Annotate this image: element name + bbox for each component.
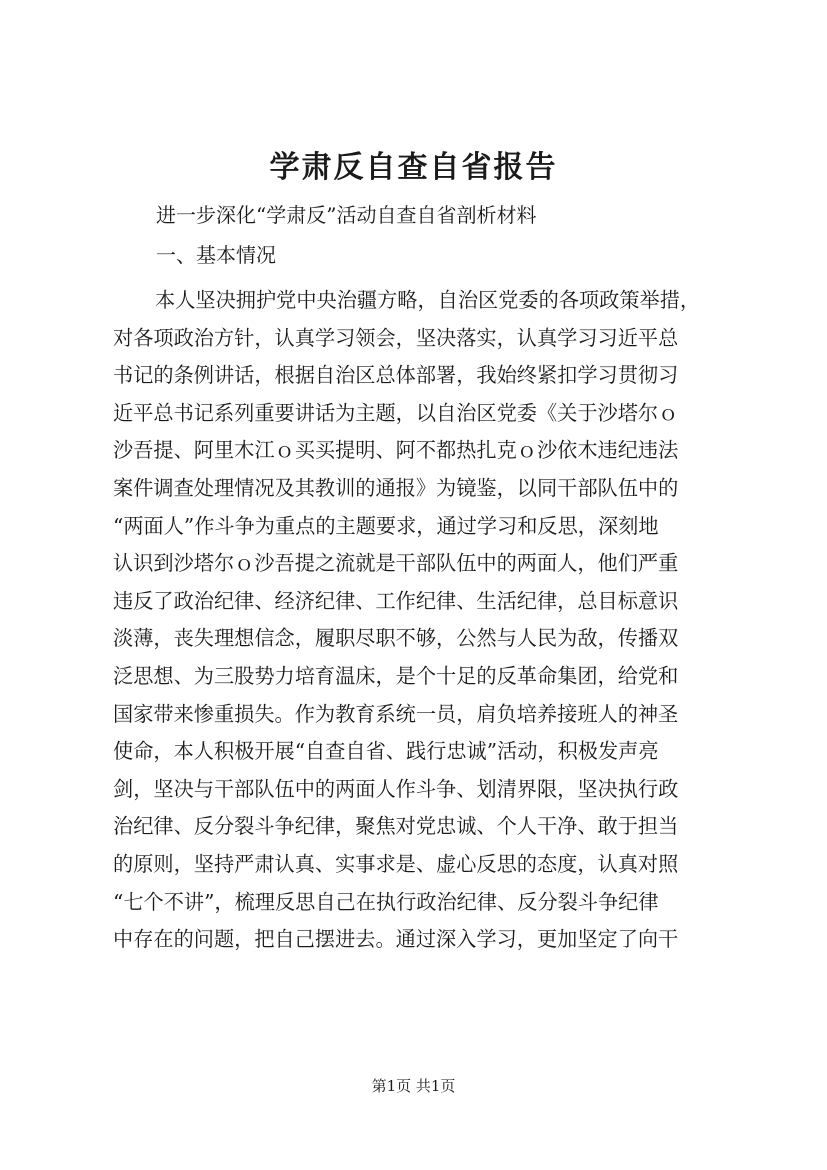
- body-line: 案件调查处理情况及其教训的通报》为镜鉴，以同干部队伍中的: [113, 475, 679, 500]
- body-line: 近平总书记系列重要讲话为主题，以自治区党委《关于沙塔尔ｏ: [113, 400, 679, 425]
- body-line: 本人坚决拥护党中央治疆方略，自治区党委的各项政策举措，: [155, 288, 701, 312]
- body-line: “两面人”作斗争为重点的主题要求，通过学习和反思，深刻地: [113, 513, 659, 538]
- document-subtitle: 进一步深化“学肃反”活动自查自省剖析材料: [156, 203, 537, 227]
- body-line: 的原则，坚持严肃认真、实事求是、虚心反思的态度，认真对照: [113, 851, 679, 876]
- body-line: “七个不讲”，梳理反思自己在执行政治纪律、反分裂斗争纪律: [113, 889, 659, 914]
- body-line: 使命，本人积极开展“自查自省、践行忠诚”活动，积极发声亮: [113, 739, 659, 764]
- section-heading: 一、基本情况: [156, 243, 276, 267]
- body-line: 认识到沙塔尔ｏ沙吾提之流就是干部队伍中的两面人，他们严重: [113, 551, 679, 576]
- body-line: 国家带来惨重损失。作为教育系统一员，肩负培养接班人的神圣: [113, 701, 679, 726]
- body-line: 书记的条例讲话，根据自治区总体部署，我始终紧扣学习贯彻习: [113, 363, 679, 388]
- body-line: 违反了政治纪律、经济纪律、工作纪律、生活纪律，总目标意识: [113, 588, 679, 613]
- body-line: 淡薄，丧失理想信念，履职尽职不够，公然与人民为敌，传播双: [113, 626, 679, 651]
- body-line: 中存在的问题，把自己摆进去。通过深入学习，更加坚定了向干: [113, 927, 679, 952]
- body-line: 沙吾提、阿里木江ｏ买买提明、阿不都热扎克ｏ沙依木违纪违法: [113, 438, 679, 463]
- body-line: 治纪律、反分裂斗争纪律，聚焦对党忠诚、个人干净、敢于担当: [113, 814, 679, 839]
- body-line: 泛思想、为三股势力培育温床，是个十足的反革命集团，给党和: [113, 663, 679, 688]
- page-footer: 第1页 共1页: [371, 1077, 456, 1095]
- body-text: [113, 282, 733, 959]
- body-line: 剑，坚决与干部队伍中的两面人作斗争、划清界限，坚决执行政: [113, 776, 679, 801]
- body-line: 对各项政治方针，认真学习领会，坚决落实，认真学习习近平总: [113, 325, 679, 350]
- document-title: 学肃反自查自省报告: [269, 150, 558, 185]
